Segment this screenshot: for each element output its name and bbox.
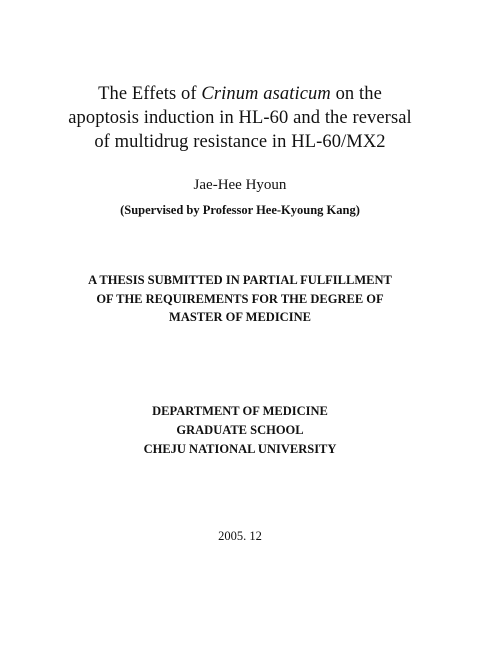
thesis-statement-line: MASTER OF MEDICINE bbox=[169, 310, 311, 324]
thesis-statement bbox=[0, 271, 480, 327]
department-name: DEPARTMENT OF MEDICINE bbox=[152, 404, 328, 418]
title-line-1 bbox=[0, 82, 480, 106]
title-species-name: Crinum asaticum bbox=[201, 84, 331, 104]
title-line-2: apoptosis induction in HL-60 and the reversal bbox=[68, 108, 412, 128]
title-line-3: of multidrug resistance in HL-60/MX2 bbox=[94, 132, 386, 152]
title-line-1-end: on the bbox=[330, 84, 382, 104]
author-name: Jae-Hee Hyoun bbox=[193, 177, 287, 193]
submission-date: 2005. 12 bbox=[218, 529, 262, 543]
supervisor-line: (Supervised by Professor Hee-Kyoung Kang) bbox=[120, 203, 360, 217]
university-name: CHEJU NATIONAL UNIVERSITY bbox=[143, 442, 337, 456]
thesis-statement-line: A THESIS SUBMITTED IN PARTIAL FULFILLMENT bbox=[88, 273, 392, 287]
school-name: GRADUATE SCHOOL bbox=[176, 423, 304, 437]
institution-block bbox=[0, 402, 480, 459]
title-line-1-start: The Effets of bbox=[98, 84, 202, 104]
thesis-statement-line: OF THE REQUIREMENTS FOR THE DEGREE OF bbox=[96, 291, 384, 306]
thesis-title bbox=[0, 82, 480, 154]
